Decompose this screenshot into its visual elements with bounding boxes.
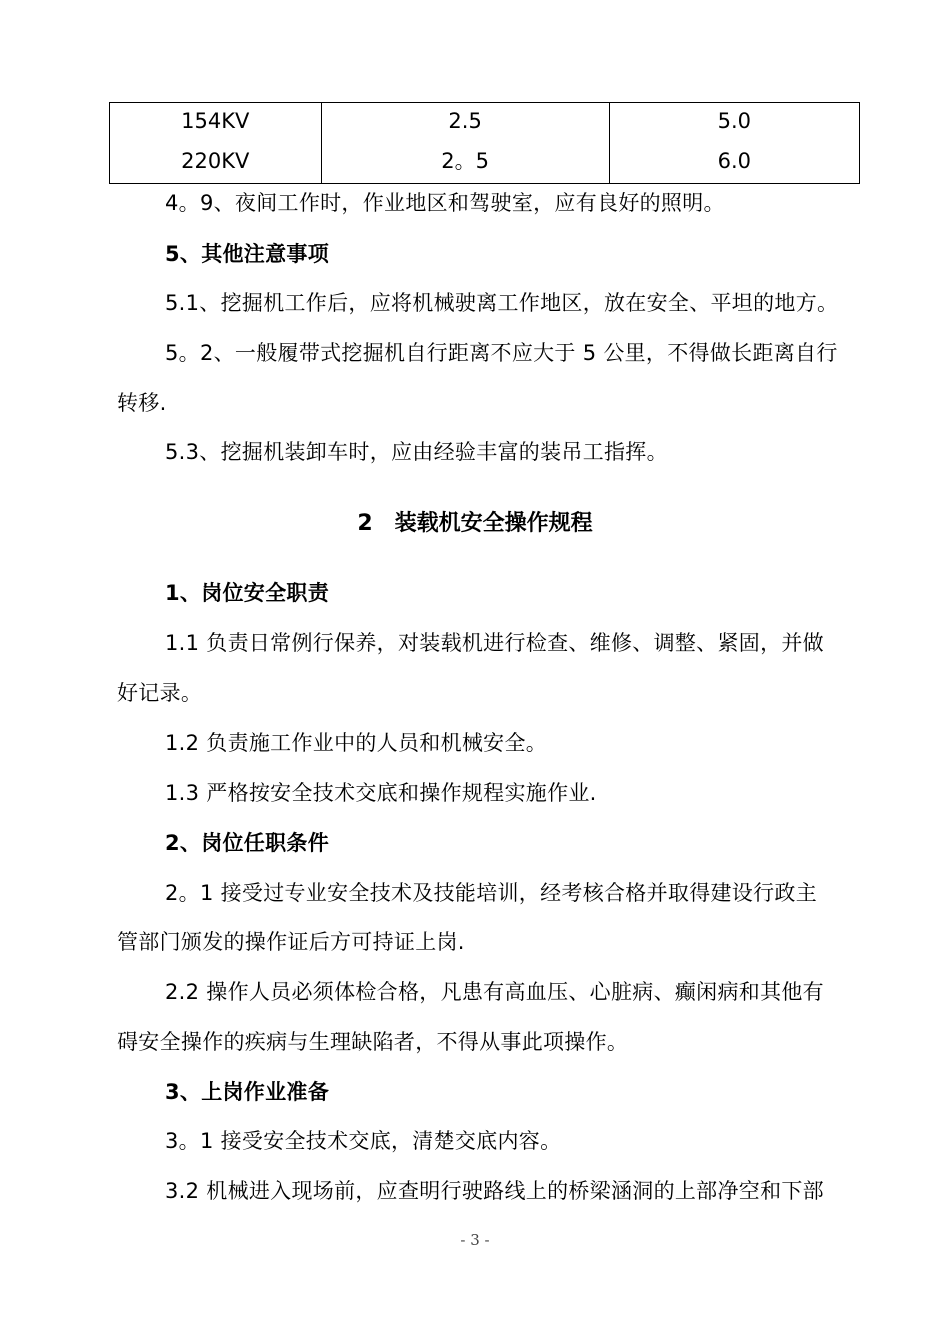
- section-heading-2: 2、岗位任职条件: [165, 831, 330, 855]
- paragraph-2-1-cont: 管部门颁发的操作证后方可持证上岗.: [117, 930, 465, 954]
- paragraph-1-2: 1.2 负责施工作业中的人员和机械安全。: [165, 731, 548, 755]
- section-heading-1: 1、岗位安全职责: [165, 581, 330, 605]
- paragraph-1-1: 1.1 负责日常例行保养，对装载机进行检查、维修、调整、紧固，并做: [165, 631, 824, 655]
- paragraph-1-3: 1.3 严格按安全技术交底和操作规程实施作业.: [165, 781, 597, 805]
- paragraph-2-2-cont: 碍安全操作的疾病与生理缺陷者，不得从事此项操作。: [117, 1030, 629, 1054]
- paragraph-5-3: 5.3、挖掘机装卸车时，应由经验丰富的装吊工指挥。: [165, 440, 668, 464]
- section-heading-5: 5、其他注意事项: [165, 242, 330, 266]
- paragraph-5-2-cont: 转移.: [117, 391, 167, 415]
- cell-text: 220KV: [181, 149, 250, 173]
- paragraph-3-1: 3。1 接受安全技术交底，清楚交底内容。: [165, 1129, 562, 1153]
- table-cell-distance-2: [609, 103, 859, 184]
- cell-text: 154KV: [181, 109, 250, 133]
- chapter-title: [0, 506, 950, 537]
- paragraph-5-1: 5.1、挖掘机工作后，应将机械驶离工作地区，放在安全、平坦的地方。: [165, 291, 839, 315]
- voltage-distance-table: [109, 102, 860, 184]
- table-cell-distance-1: [321, 103, 609, 184]
- cell-text: 5.0: [717, 109, 752, 133]
- paragraph-4-9: 4。9、夜间工作时，作业地区和驾驶室，应有良好的照明。: [165, 191, 725, 215]
- paragraph-2-1: 2。1 接受过专业安全技术及技能培训，经考核合格并取得建设行政主: [165, 881, 817, 905]
- chapter-number: 2: [357, 511, 373, 536]
- chapter-title-text: 装载机安全操作规程: [394, 511, 593, 536]
- paragraph-2-2: 2.2 操作人员必须体检合格，凡患有高血压、心脏病、癫闲病和其他有: [165, 980, 824, 1004]
- section-heading-3: 3、上岗作业准备: [165, 1080, 330, 1104]
- paragraph-3-2: 3.2 机械进入现场前，应查明行驶路线上的桥梁涵洞的上部净空和下部: [165, 1179, 824, 1203]
- table-cell-voltage: [110, 103, 322, 184]
- table-row: [110, 103, 860, 184]
- paragraph-1-1-cont: 好记录。: [117, 681, 203, 705]
- paragraph-5-2: 5。2、一般履带式挖掘机自行距离不应大于 5 公里，不得做长距离自行: [165, 341, 838, 365]
- cell-text: 2。5: [441, 149, 489, 173]
- page-number: - 3 -: [460, 1231, 490, 1249]
- cell-text: 2.5: [448, 109, 482, 133]
- cell-text: 6.0: [717, 149, 752, 173]
